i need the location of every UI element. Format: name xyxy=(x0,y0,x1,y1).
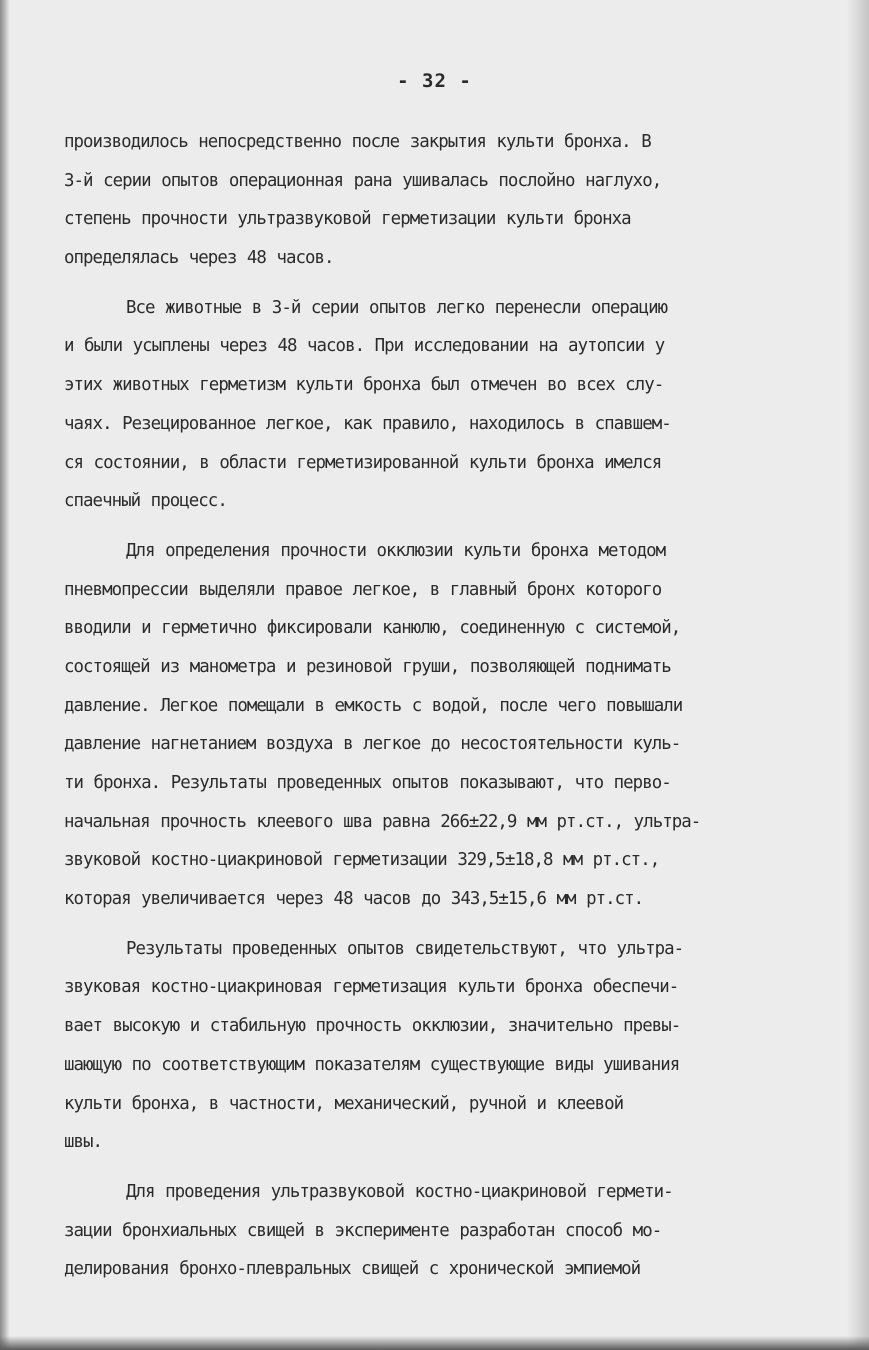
page-number: - 32 - xyxy=(397,70,472,92)
text-line: этих животных герметизм культи бронха был отмечен во всех слу- xyxy=(64,375,664,396)
text-line: состоящей из манометра и резиновой груши, позволяющей поднимать xyxy=(64,656,671,677)
text-line: звуковой костно-циакриновой герметизации 329,5±18,8 мм рт.ст., xyxy=(64,850,660,871)
paragraph xyxy=(64,1173,854,1289)
text-line: и были усыплены через 48 часов. При исследовании на аутопсии у xyxy=(64,336,665,357)
text-line: вает высокую и стабильную прочность окклюзии, значительно превы- xyxy=(64,1016,681,1037)
text-line: шающую по соответствующим показателям существующие виды ушивания xyxy=(64,1054,680,1075)
text-line: Для определения прочности окклюзии культи бронха методом xyxy=(126,540,666,561)
paragraph xyxy=(64,123,854,278)
text-line: чаях. Резецированное легкое, как правило, находилось в спавшем- xyxy=(64,413,671,434)
text-line: зации бронхиальных свищей в эксперименте разработан способ мо- xyxy=(64,1220,662,1241)
paragraph xyxy=(64,532,854,919)
text-line: которая увеличивается через 48 часов до 343,5±15,6 мм рт.ст. xyxy=(64,889,644,910)
text-line: Для проведения ультразвуковой костно-циакриновой гермети- xyxy=(126,1181,673,1202)
text-line: начальная прочность клеевого шва равна 266±22,9 мм рт.ст., ультра- xyxy=(64,811,701,832)
paragraph xyxy=(64,289,854,521)
text-line: давление нагнетанием воздуха в легкое до несостоятельности куль- xyxy=(64,734,681,755)
scan-left-edge-shadow xyxy=(0,0,10,1350)
text-line: ти бронха. Результаты проведенных опытов показывают, что перво- xyxy=(64,773,671,793)
text-line: звуковая костно-циакриновая герметизация культи бронха обеспечи- xyxy=(64,977,679,998)
paragraph xyxy=(64,930,854,1162)
text-line: пневмопрессии выделяли правое легкое, в главный бронх которого xyxy=(64,579,662,600)
text-line: степень прочности ультразвуковой герметизации культи бронха xyxy=(64,209,631,230)
text-line: культи бронха, в частности, механический, ручной и клеевой xyxy=(64,1093,624,1114)
text-line: 3-й серии опытов операционная рана ушивалась послойно наглухо, xyxy=(64,170,662,191)
text-line: спаечный процесс. xyxy=(64,491,227,512)
scan-bottom-edge-shadow xyxy=(0,1336,869,1350)
text-line: давление. Легкое помещали в емкость с водой, после чего повышали xyxy=(64,695,683,716)
body-text xyxy=(64,123,854,1289)
text-line: швы. xyxy=(64,1132,103,1153)
text-line: ся состоянии, в области герметизированной культи бронха имелся xyxy=(64,452,662,473)
text-line: вводили и герметично фиксировали канюлю, соединенную с системой, xyxy=(64,618,681,639)
text-line: делирования бронхо-плевральных свищей с хронической эмпиемой xyxy=(64,1259,641,1280)
text-line: производилось непосредственно после закрытия культи бронха. В xyxy=(64,132,651,152)
text-line: Результаты проведенных опытов свидетельствуют, что ультра- xyxy=(126,938,684,959)
text-line: определялась через 48 часов. xyxy=(64,248,334,269)
text-line: Все животные в 3-й серии опытов легко перенесли операцию xyxy=(126,297,668,318)
